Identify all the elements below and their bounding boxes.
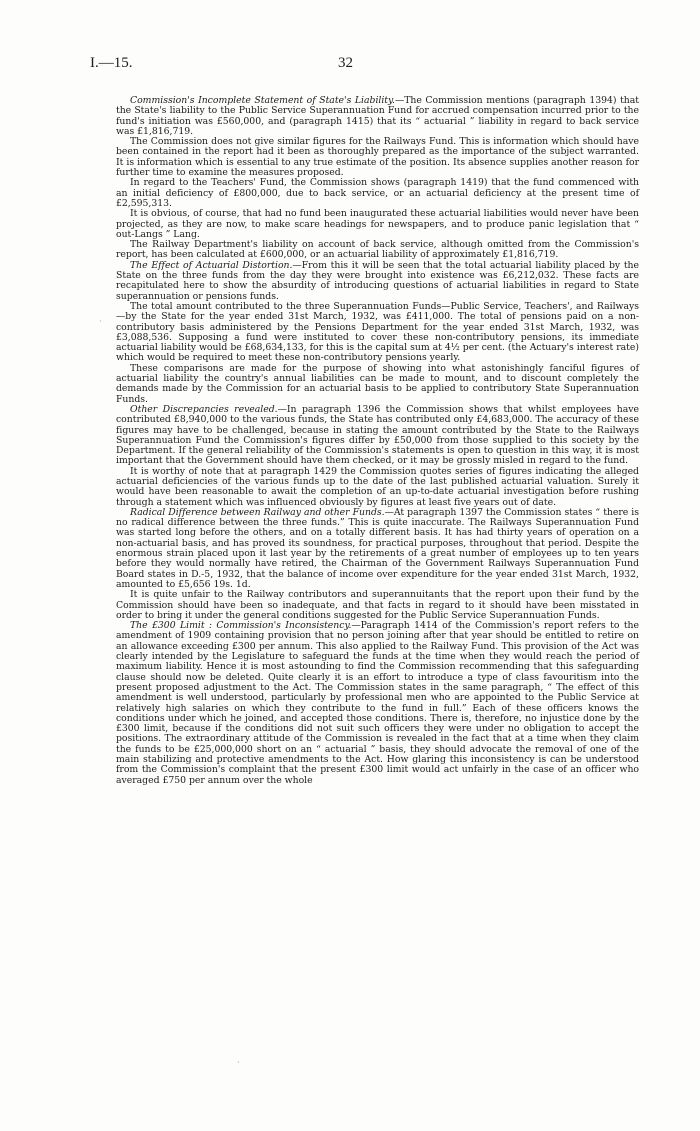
page-header [90, 55, 610, 75]
margin-mark: · [99, 317, 102, 326]
paragraph [116, 261, 639, 302]
paragraph [116, 302, 639, 364]
stray-mark: · [237, 1058, 240, 1067]
paragraph-text: The Railway Department's liability on account of back service, although omitted from the Commission's report, has been calculated at £600,000, or an actuarial liability of approximately £1,816,719. [116, 239, 639, 261]
paragraph [116, 209, 639, 240]
paragraph [116, 621, 639, 786]
paragraph-text: —In paragraph 1396 the Commission shows that whilst employees have contributed £8,940,000 to the various funds, the State has contributed only £4,683,000. The accuracy of these figures may have to be challenged, because in stating the amount contributed by the State to the Railways Superannuation Fund the Commission's figures differ by £50,000 from those supplied to this society by the Department. If the general reliability of the Commission's statements is open to question in this way, it is most important that the Government should have them checked, or it may be grossly misled in regard to the fund. [116, 403, 639, 467]
paragraph [116, 590, 639, 621]
paragraph [116, 240, 639, 261]
paragraph-heading: Radical Difference between Railway and other Funds. [130, 506, 385, 518]
paragraph-heading: The £300 Limit : Commission's Inconsistency. [130, 620, 352, 632]
paragraph [116, 405, 639, 467]
paragraph-heading: The Effect of Actuarial Distortion. [130, 259, 293, 271]
paragraph-text: —From this it will be seen that the total actuarial liability placed by the State on the three funds from the day they were brought into existence was £6,212,032. These facts are recapitulated here to show the absurdity of introducing questions of actuarial liabilities in regard to State superannuation or pensions funds. [116, 259, 639, 302]
paragraph-text: In regard to the Teachers' Fund, the Commission shows (paragraph 1419) that the fund commenced with an initial deficiency of £800,000, due to back service, or an actuarial deficiency at the present time of £2,595,313. [116, 177, 639, 209]
paragraph [116, 178, 639, 209]
paragraph-text: —Paragraph 1414 of the Commission's report refers to the amendment of 1909 containing provision that no person joining after that year should be entitled to retire on an allowance exceeding £300 per annum. This also applied to the Railway Fund. This provision of the Act was clearly intended by the Legislature to safeguard the funds at the time when they would reach the period of maximum liability. Hence it is most astounding to find the Commission recommending that this safeguarding clause should now be deleted. Quite clearly it is an effort to introduce a type of class favouritism into the present proposed adjustment to the Act. The Commission states in the same paragraph, “ The effect of this amendment is well understood, particularly by professional men who are appointed to the Public Service at relatively high salaries on which they contribute to the fund in full.” Each of these officers knows the conditions under which he joined, and accepted those conditions. There is, therefore, no injustice done by the £300 limit, because if the conditions did not suit such officers they were under no obligation to accept the positions. The extraordinary attitude of the Commission is revealed in the fact that at a time when they claim the funds to be £25,000,000 short on an “ actuarial ” basis, they should advocate the removal of one of the main stabilizing and protective amendments to the Act. How glaring this inconsistency is can be understood from the Commission's complaint that the present £300 limit would act unfairly in the case of an officer who averaged £750 per annum over the whole [116, 620, 639, 786]
paragraph [116, 508, 639, 590]
paragraph-text: —The Commission mentions (paragraph 1394) that the State's liability to the Public Service Superannuation Fund for accrued compensation incurred prior to the fund's initiation was £560,000, and (paragraph 1415) that its “ actuarial ” liability in regard to back service was £1,816,719. [116, 95, 639, 137]
paragraph-text: These comparisons are made for the purpose of showing into what astonishingly fanciful figures of actuarial liability the country's annual liabilities can be made to mount, and to discount completely the demands made by the Commission for an actuarial basis to be applied to contributory State Superannuation Funds. [116, 362, 639, 405]
paragraph [116, 467, 639, 508]
paragraph [116, 96, 639, 137]
paragraph-text: It is obvious, of course, that had no fund been inaugurated these actuarial liabilities would never have been projected, as they are now, to make scare headings for newspapers, and to produce panic legislation that “ out-Langs ” Lang. [116, 208, 639, 240]
paragraph-text: —At paragraph 1397 the Commission states “ there is no radical difference between the three funds.” This is quite inaccurate. The Railways Superannuation Fund was started long before the others, and on a totally different basis. It has had thirty years of operation on a non-actuarial basis, and has proved its soundness, for practical purposes, throughout that period. Despite the enormous strain placed upon it last year by the retirements of a great number of employees up to ten years before they would normally have retired, the Chairman of the Government Railways Superannuation Fund Board states in D.-5, 1932, that the balance of income over expenditure for the year ended 31st March, 1932, amounted to £5,656 19s. 1d. [116, 506, 640, 590]
paragraph [116, 137, 639, 178]
page-number: 32 [338, 55, 353, 71]
paragraph-text: The total amount contributed to the three Superannuation Funds—Public Service, Teachers', and Railways—by the State for the year ended 31st March, 1932, was £411,000. The total of pensions paid on a non-contributory basis administered by the Pensions Department for the year ended 31st March, 1932, was £3,088,536. Supposing a fund were instituted to cover these non-contributory pensions, its immediate actuarial liability would be £68,634,133, for this is the capital sum at 4½ per cent. (the Actuary's interest rate) which would be required to meet these non-contributory pensions yearly. [116, 300, 639, 364]
paragraph [116, 364, 639, 405]
paragraph-text: It is worthy of note that at paragraph 1429 the Commission quotes series of figures indicating the alleged actuarial deficiencies of the various funds up to the date of the last published actuarial valuation. Surely it would have been reasonable to await the completion of an up-to-date actuarial investigation before rushing through a statement which was influenced obviously by figures at least five years out of date. [116, 465, 639, 508]
paragraph-heading: Commission's Incomplete Statement of State's Liability. [130, 95, 395, 106]
paragraph-text: It is quite unfair to the Railway contributors and superannuitants that the report upon their fund by the Commission should have been so inadequate, and that facts in regard to it should have been misstated in order to bring it under the general conditions suggested for the Public Service Superannuation Funds. [116, 589, 639, 621]
body-text [116, 96, 639, 786]
document-reference: I.—15. [90, 55, 133, 71]
paragraph-text: The Commission does not give similar figures for the Railways Fund. This is information which should have been contained in the report had it been as thoroughly prepared as the importance of the subject warranted. It is information which is essential to any true estimate of the position. Its absence supplies another reason for further time to examine the measures proposed. [116, 136, 639, 179]
paragraph-heading: Other Discrepancies revealed. [130, 403, 278, 415]
